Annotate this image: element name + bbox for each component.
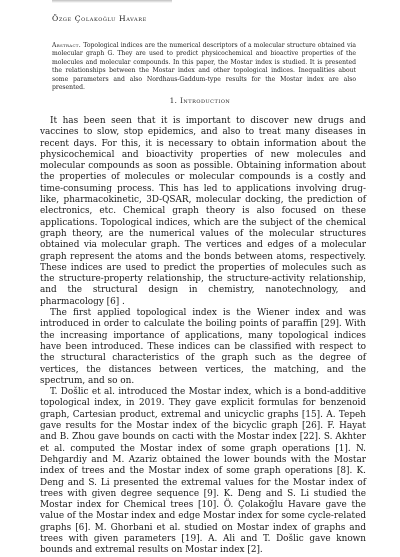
cropped-title-remnant (52, 0, 172, 3)
section-title: Introduction (180, 97, 231, 105)
author-name: Özge Çolakoğlu Havare (52, 14, 147, 23)
abstract-label: Abstract. (52, 42, 82, 49)
abstract-block (52, 42, 356, 92)
paragraph-2: The first applied topological index is the Wiener index and was introduced in order to calculate the boiling points of paraffin [29]. With the increasing importance of applications, many topological indices have been introduced. These indices can be classified with respect to the structural characteristics of the graph such as the degree of vertices, the distances between vertices, the matching, and the spectrum, and so on. (40, 308, 366, 386)
section-heading (0, 97, 400, 105)
paragraph-3: T. Došlic et al. introduced the Mostar index, which is a bond-additive topological index, in 2019. They gave explicit formulas for benzenoid graph, Cartesian product, extremal and unicyclic graphs [15]. A. Tepeh gave results for the Mostar index of the bicyclic graph [26]. F. Hayat and B. Zhou gave bounds on cacti with the Mostar index [22]. S. Akhter et al. computed the Mostar index of some graph operations [1]. N. Dehgardiy and M. Azariz obtained the lower bounds with the Mostar index of trees and the Mostar index of some graph operations [8]. K. Deng and S. Li presented the extremal values for the Mostar index of trees with given degree sequence [9]. K. Deng and S. Li studied the Mostar index for Chemical trees [10]. Ö. Çolakoğlu Havare gave the value of the Mostar index and edge Mostar index for some cycle-related graphs [6]. M. Ghorbani et al. studied on Mostar index of graphs and trees with given parameters [19]. A. Ali and T. Došlic gave known bounds and extremal results on Mostar index [2]. (40, 387, 366, 556)
paragraph-1: It has been seen that it is important to discover new drugs and vaccines to slow, stop epidemics, and also to treat many diseases in recent days. For this, it is necessary to obtain information about the physicochemical and bioactivity properties of new molecules and molecular compounds as soon as possible. Obtaining information about the properties of molecules or molecular compounds is a costly and time-consuming process. This has led to applications involving drug-like, pharmacokinetic, 3D-QSAR, molecular docking, the prediction of electronics, etc. Chemical graph theory is also focused on these applications. Topological indices, which are the subject of the chemical graph theory, are the numerical values of the molecular structures obtained via molecular graph. The vertices and edges of a molecular graph represent the atoms and the bonds between atoms, respectively. These indices are used to predict the properties of molecules such as the structure-property relationship, the structure-activity relationship, and the structural design in chemistry, nanotechnology, and pharmacology [6] . (40, 116, 366, 307)
body-text (40, 116, 366, 557)
abstract-text: Topological indices are the numerical descriptors of a molecular structure obtained via molecular graph G. They are used to predict physicochemical and bioactive properties of the molecules and molecular compounds. In this paper, the Mostar index is studied. It is presented the relationships between the Mostar index and other topological indices. Inequalities about some parameters and also Nordhaus-Gaddum-type results for the Mostar index are also presented. (52, 42, 357, 92)
section-number: 1. (169, 97, 178, 105)
